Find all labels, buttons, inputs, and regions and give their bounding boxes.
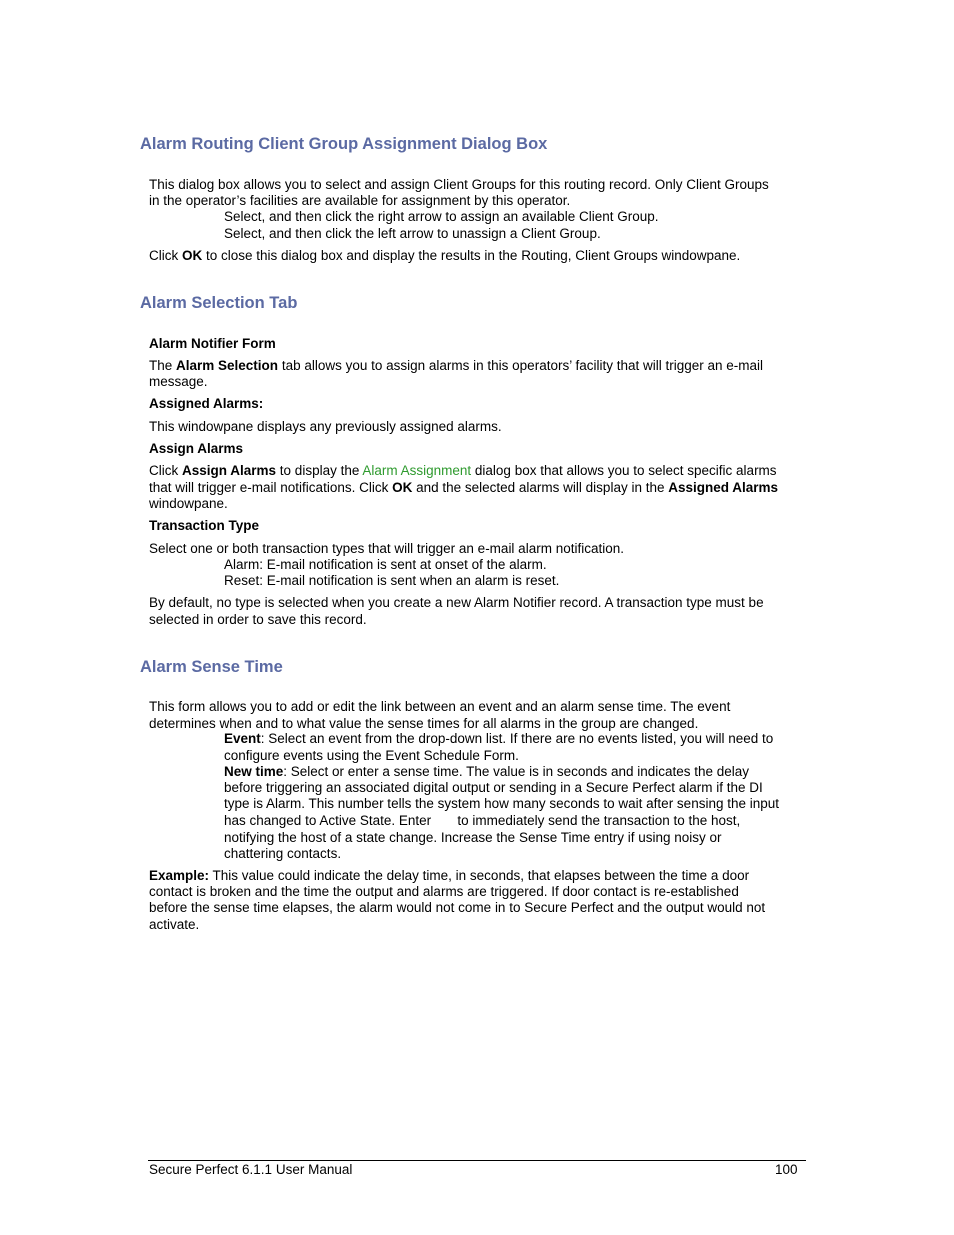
paragraph: that will trigger e-mail notifications. Click OK and the selected alarms will display in the Assigned Alarms <box>149 480 779 495</box>
subheading: Assign Alarms <box>149 441 244 456</box>
paragraph: activate. <box>149 917 200 932</box>
paragraph: determines when and to what value the sense times for all alarms in the group are changed. <box>149 716 699 731</box>
section-heading-alarm-selection-tab: Alarm Selection Tab <box>140 294 298 312</box>
paragraph: This form allows you to add or edit the link between an event and an alarm sense time. The event <box>149 699 731 714</box>
paragraph: Click OK to close this dialog box and display the results in the Routing, Client Groups windowpane. <box>149 248 741 263</box>
list-item: type is Alarm. This number tells the system how many seconds to wait after sensing the input <box>224 796 780 811</box>
paragraph: message. <box>149 374 208 389</box>
paragraph: before the sense time elapses, the alarm would not come in to Secure Perfect and the output would not <box>149 900 766 915</box>
paragraph: contact is broken and the time the output and alarms are triggered. If door contact is re-established <box>149 884 739 899</box>
list-item: chattering contacts. <box>224 846 342 861</box>
footer-divider <box>148 1160 806 1161</box>
paragraph: in the operator’s facilities are available for assignment by this operator. <box>149 193 571 208</box>
paragraph: windowpane. <box>149 496 228 511</box>
paragraph: Example: This value could indicate the delay time, in seconds, that elapses between the time a door <box>149 868 750 883</box>
paragraph: selected in order to save this record. <box>149 612 367 627</box>
section-heading-client-group-dialog: Alarm Routing Client Group Assignment Dialog Box <box>140 135 548 153</box>
paragraph: By default, no type is selected when you create a new Alarm Notifier record. A transaction type must be <box>149 595 764 610</box>
section-heading-alarm-sense-time: Alarm Sense Time <box>140 658 283 676</box>
paragraph: This dialog box allows you to select and assign Client Groups for this routing record. Only Client Groups <box>149 177 769 192</box>
subheading: Transaction Type <box>149 518 260 533</box>
list-item: Select, and then click the left arrow to unassign a Client Group. <box>224 226 601 241</box>
list-item: notifying the host of a state change. Increase the Sense Time entry if using noisy or <box>224 830 722 845</box>
subheading: Assigned Alarms: <box>149 396 264 411</box>
list-item: New time: Select or enter a sense time. The value is in seconds and indicates the delay <box>224 764 750 779</box>
paragraph: This windowpane displays any previously assigned alarms. <box>149 419 502 434</box>
footer-manual-title: Secure Perfect 6.1.1 User Manual <box>149 1162 353 1177</box>
list-item: Alarm: E-mail notification is sent at onset of the alarm. <box>224 557 547 572</box>
footer-page-number: 100 <box>775 1162 798 1177</box>
alarm-assignment-link[interactable]: Alarm Assignment <box>362 463 472 478</box>
list-item: Select, and then click the right arrow to assign an available Client Group. <box>224 209 659 224</box>
list-item: has changed to Active State. Enter to immediately send the transaction to the host, <box>224 813 741 828</box>
list-item: before triggering an associated digital output or sending in a Secure Perfect alarm if the DI <box>224 780 763 795</box>
paragraph: The Alarm Selection tab allows you to assign alarms in this operators’ facility that will trigger an e-mail <box>149 358 764 373</box>
paragraph: Select one or both transaction types that will trigger an e-mail alarm notification. <box>149 541 624 556</box>
list-item: Reset: E-mail notification is sent when an alarm is reset. <box>224 573 560 588</box>
list-item: Event: Select an event from the drop-down list. If there are no events listed, you will need to <box>224 731 774 746</box>
list-item: configure events using the Event Schedule Form. <box>224 748 519 763</box>
subheading: Alarm Notifier Form <box>149 336 276 351</box>
paragraph: Click Assign Alarms to display the Alarm Assignment dialog box that allows you to select specific alarms <box>149 463 777 478</box>
